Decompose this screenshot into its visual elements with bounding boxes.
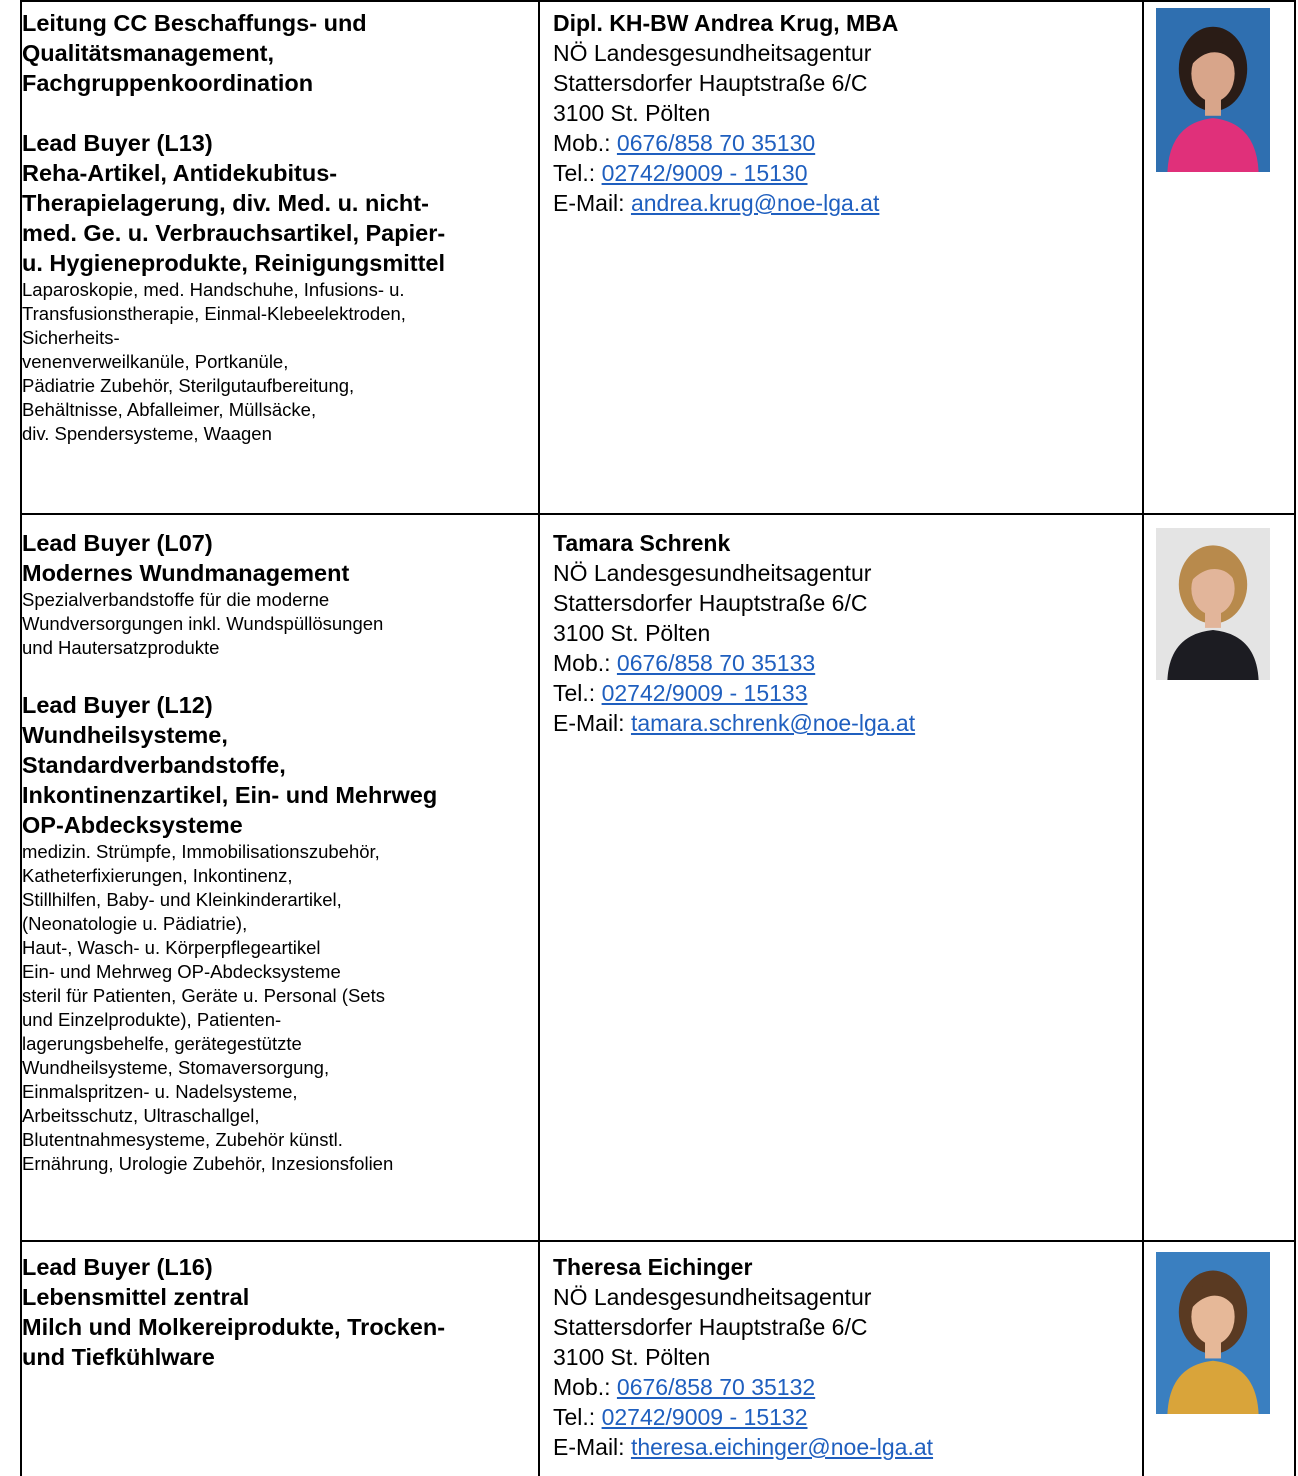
category-description-line: Ein- und Mehrweg OP-Abdecksysteme	[22, 961, 341, 982]
category-heading-line: Lead Buyer (L12)	[22, 692, 213, 718]
category-description-line: Einmalspritzen- u. Nadelsysteme,	[22, 1081, 298, 1102]
category-description-line: Laparoskopie, med. Handschuhe, Infusions- u.	[22, 279, 405, 300]
category-heading-line: Inkontinenzartikel, Ein- und Mehrweg	[22, 782, 438, 808]
contact-mobile-line	[553, 1372, 1133, 1402]
category-heading-line: Lead Buyer (L07)	[22, 530, 213, 556]
category-description-line: Wundheilsysteme, Stomaversorgung,	[22, 1057, 330, 1078]
category-heading-line: Wundheilsysteme,	[22, 722, 228, 748]
phone-label: Tel.:	[553, 1404, 602, 1430]
category-description-line: Behältnisse, Abfalleimer, Müllsäcke,	[22, 399, 317, 420]
email-label: E-Mail:	[553, 190, 631, 216]
mobile-label: Mob.:	[553, 1374, 617, 1400]
category-description-line: Arbeitsschutz, Ultraschallgel,	[22, 1105, 260, 1126]
category-heading-line: med. Ge. u. Verbrauchsartikel, Papier-	[22, 220, 446, 246]
email-link[interactable]: andrea.krug@noe-lga.at	[630, 190, 880, 216]
category-description-line: div. Spendersysteme, Waagen	[22, 423, 272, 444]
row-1-portrait-photo	[1156, 8, 1270, 172]
row-2-portrait-photo	[1156, 528, 1270, 680]
mobile-link[interactable]: 0676/858 70 35130	[616, 130, 816, 156]
contact-phone-line	[553, 158, 1133, 188]
contact-name: Dipl. KH-BW Andrea Krug, MBA	[553, 10, 899, 36]
category-description-line: Ernährung, Urologie Zubehör, Inzesionsfolien	[22, 1153, 394, 1174]
phone-label: Tel.:	[553, 160, 602, 186]
category-description-line: Spezialverbandstoffe für die moderne	[22, 589, 330, 610]
email-label: E-Mail:	[553, 710, 631, 736]
column-divider-1	[538, 0, 540, 1476]
category-description-line: Stillhilfen, Baby- und Kleinkinderartikel,	[22, 889, 342, 910]
contact-street: Stattersdorfer Hauptstraße 6/C	[553, 1314, 868, 1340]
row-1-contact	[553, 8, 1133, 218]
category-description-line: Sicherheits-	[22, 327, 120, 348]
category-heading-line: u. Hygieneprodukte, Reinigungsmittel	[22, 250, 446, 276]
table-border-top	[20, 0, 1296, 2]
category-description-line: Katheterfixierungen, Inkontinenz,	[22, 865, 293, 886]
phone-link[interactable]: 02742/9009 - 15133	[601, 680, 808, 706]
row-3-description	[22, 1252, 532, 1372]
contact-email-line	[553, 188, 1133, 218]
category-description-line: und Hautersatzprodukte	[22, 637, 220, 658]
row-divider-2	[20, 1240, 1296, 1242]
mobile-label: Mob.:	[553, 130, 617, 156]
spacer	[22, 98, 532, 128]
contact-organization: NÖ Landesgesundheitsagentur	[553, 1284, 872, 1310]
row-2-description	[22, 528, 532, 1176]
category-heading-line: Lead Buyer (L13)	[22, 130, 213, 156]
row-1-description	[22, 8, 532, 446]
table-border-right	[1294, 0, 1296, 1476]
email-link[interactable]: theresa.eichinger@noe-lga.at	[630, 1434, 934, 1460]
contact-mobile-line	[553, 128, 1133, 158]
category-description-line: venenverweilkanüle, Portkanüle,	[22, 351, 289, 372]
contact-street: Stattersdorfer Hauptstraße 6/C	[553, 70, 868, 96]
mobile-label: Mob.:	[553, 650, 617, 676]
category-heading-line: Therapielagerung, div. Med. u. nicht-	[22, 190, 429, 216]
contact-city: 3100 St. Pölten	[553, 1344, 711, 1370]
category-heading-line: Qualitätsmanagement,	[22, 40, 275, 66]
category-heading-line: Leitung CC Beschaffungs- und	[22, 10, 367, 36]
category-description-line: Wundversorgungen inkl. Wundspüllösungen	[22, 613, 384, 634]
category-heading-line: Milch und Molkereiprodukte, Trocken-	[22, 1314, 446, 1340]
contact-name: Tamara Schrenk	[553, 530, 731, 556]
category-heading-line: Standardverbandstoffe,	[22, 752, 286, 778]
category-description-line: Pädiatrie Zubehör, Sterilgutaufbereitung,	[22, 375, 355, 396]
category-description-line: steril für Patienten, Geräte u. Personal (Sets	[22, 985, 385, 1006]
row-divider-1	[20, 513, 1296, 515]
contact-city: 3100 St. Pölten	[553, 100, 711, 126]
contact-city: 3100 St. Pölten	[553, 620, 711, 646]
category-description-line: medizin. Strümpfe, Immobilisationszubehör,	[22, 841, 380, 862]
category-description-line: Haut-, Wasch- u. Körperpflegeartikel	[22, 937, 321, 958]
phone-label: Tel.:	[553, 680, 602, 706]
category-description-line: lagerungsbehelfe, gerätegestützte	[22, 1033, 302, 1054]
row-3-portrait-photo	[1156, 1252, 1270, 1414]
row-2-contact	[553, 528, 1133, 738]
category-heading-line: Reha-Artikel, Antidekubitus-	[22, 160, 338, 186]
category-heading-line: Lead Buyer (L16)	[22, 1254, 213, 1280]
contact-organization: NÖ Landesgesundheitsagentur	[553, 560, 872, 586]
contact-organization: NÖ Landesgesundheitsagentur	[553, 40, 872, 66]
email-link[interactable]: tamara.schrenk@noe-lga.at	[630, 710, 916, 736]
portrait-image	[1156, 1252, 1270, 1414]
phone-link[interactable]: 02742/9009 - 15130	[601, 160, 808, 186]
portrait-image	[1156, 528, 1270, 680]
column-divider-2	[1142, 0, 1144, 1476]
mobile-link[interactable]: 0676/858 70 35132	[616, 1374, 816, 1400]
row-3-contact	[553, 1252, 1133, 1462]
category-description-line: Transfusionstherapie, Einmal-Klebeelektroden,	[22, 303, 406, 324]
category-heading-line: OP-Abdecksysteme	[22, 812, 243, 838]
contact-phone-line	[553, 678, 1133, 708]
category-description-line: und Einzelprodukte), Patienten-	[22, 1009, 282, 1030]
category-description-line: (Neonatologie u. Pädiatrie),	[22, 913, 248, 934]
category-heading-line: Fachgruppenkoordination	[22, 70, 314, 96]
portrait-image	[1156, 8, 1270, 172]
category-description-line: Blutentnahmesysteme, Zubehör künstl.	[22, 1129, 343, 1150]
category-heading-line: Modernes Wundmanagement	[22, 560, 350, 586]
category-heading-line: Lebensmittel zentral	[22, 1284, 250, 1310]
category-heading-line: und Tiefkühlware	[22, 1344, 215, 1370]
contact-email-line	[553, 1432, 1133, 1462]
contact-mobile-line	[553, 648, 1133, 678]
email-label: E-Mail:	[553, 1434, 631, 1460]
contact-street: Stattersdorfer Hauptstraße 6/C	[553, 590, 868, 616]
contact-name: Theresa Eichinger	[553, 1254, 753, 1280]
mobile-link[interactable]: 0676/858 70 35133	[616, 650, 816, 676]
contact-phone-line	[553, 1402, 1133, 1432]
contact-email-line	[553, 708, 1133, 738]
spacer	[22, 660, 532, 690]
phone-link[interactable]: 02742/9009 - 15132	[601, 1404, 808, 1430]
